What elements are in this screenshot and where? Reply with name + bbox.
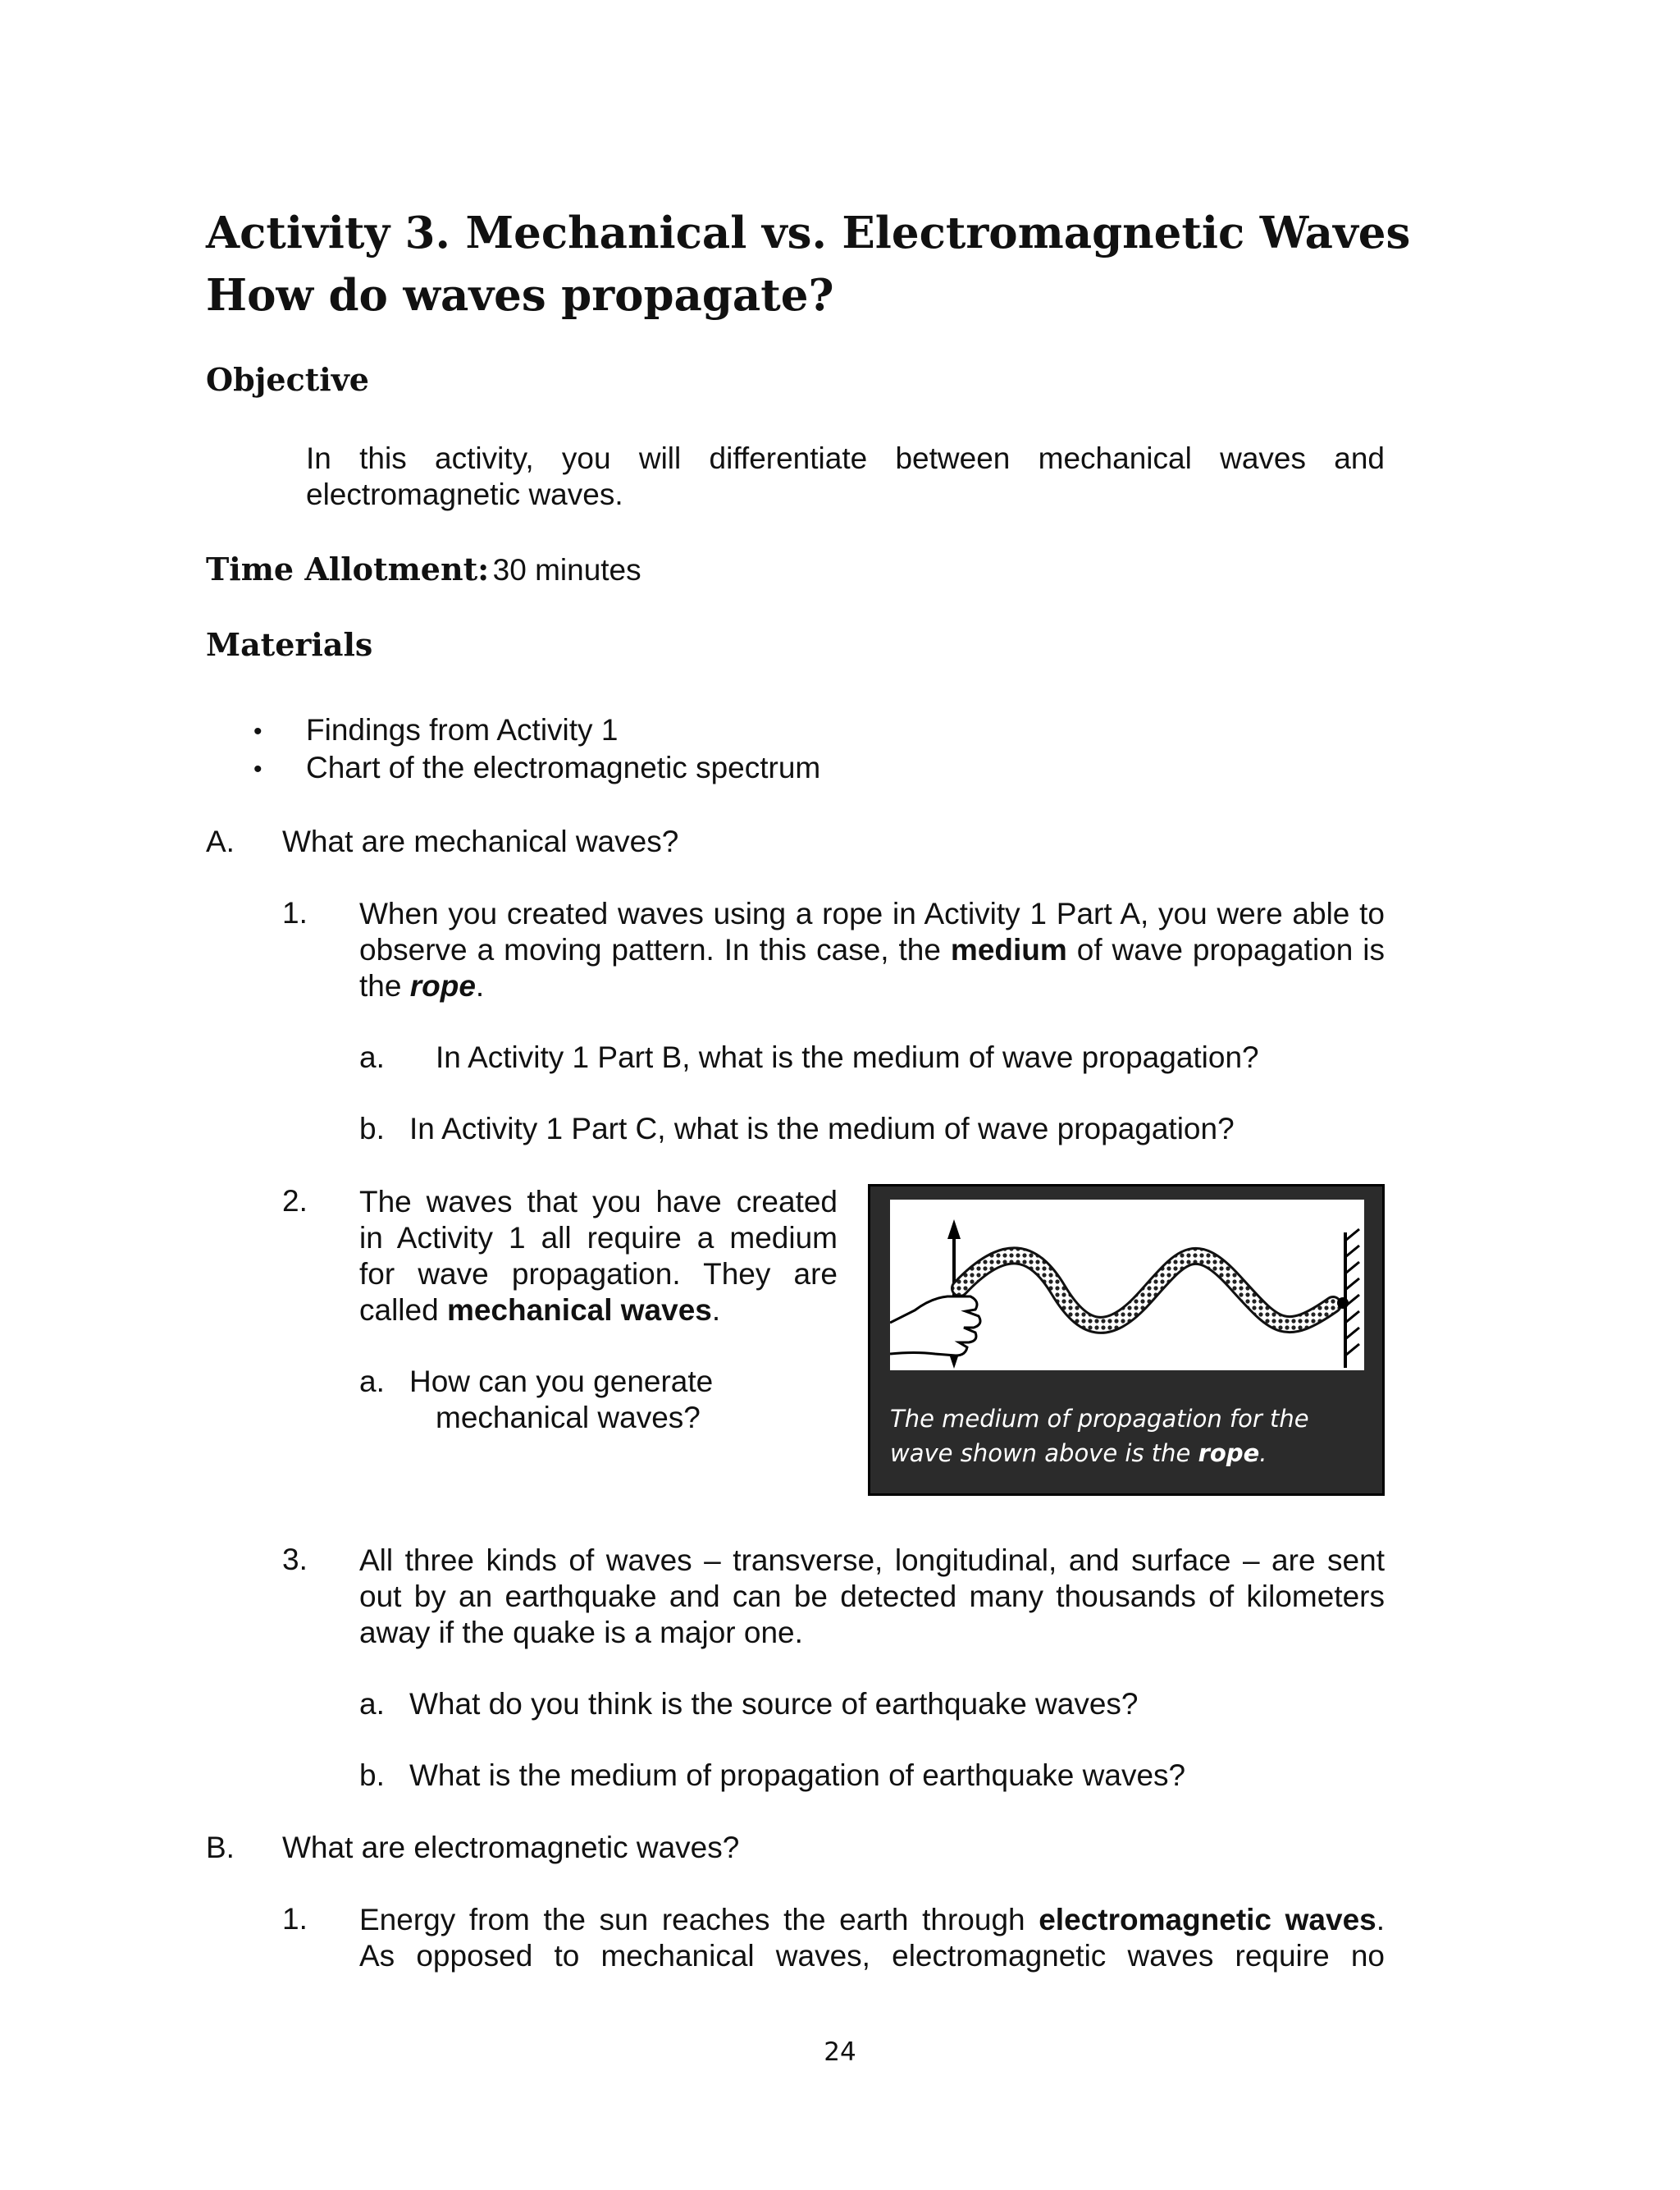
item-a1b-letter: b.: [359, 1112, 385, 1145]
item-a1-bold: medium: [950, 933, 1067, 967]
activity-title: [206, 202, 1410, 327]
page-number: 24: [824, 2037, 856, 2067]
objective-heading: Objective: [206, 361, 369, 398]
section-b-letter: B.: [206, 1831, 235, 1864]
item-a3b-question: What is the medium of propagation of earthquake waves?: [409, 1758, 1186, 1792]
time-value: 30 minutes: [492, 553, 641, 587]
item-a2-text-end: .: [711, 1293, 721, 1327]
material-item-1: Findings from Activity 1: [306, 713, 619, 747]
wall-icon: [1337, 1229, 1359, 1368]
item-a3-text: All three kinds of waves – transverse, longitudinal, and surface – are sent out by an earthquake and can be detected many thousands of kilometers away if the quake is a major one.: [359, 1543, 1385, 1649]
item-a3a-question: What do you think is the source of earthquake waves?: [409, 1687, 1139, 1721]
time-allotment: [206, 551, 641, 588]
bullet-icon: •: [253, 756, 262, 783]
item-a3b-letter: b.: [359, 1758, 385, 1792]
item-b1-line2: As opposed to mechanical waves, electromagnetic waves require no: [359, 1939, 1385, 1973]
section-b-title: What are electromagnetic waves?: [282, 1831, 740, 1864]
materials-heading: Materials: [206, 626, 373, 663]
item-a2-bold: mechanical waves: [446, 1293, 712, 1327]
title-line-1: Activity 3. Mechanical vs. Electromagnetic Waves: [206, 208, 1411, 258]
item-a2-number: 2.: [282, 1184, 308, 1218]
item-b1-text: [359, 1902, 1385, 1974]
bullet-icon: •: [253, 718, 262, 745]
item-b1-text-start: Energy from the sun reaches the earth through: [359, 1903, 1039, 1936]
item-a1b-question: In Activity 1 Part C, what is the medium of wave propagation?: [409, 1112, 1235, 1145]
item-b1-text-mid: .: [1376, 1903, 1386, 1936]
item-a1-text-mid: of wave propagation is the: [359, 933, 1386, 1003]
item-a1-text: [359, 896, 1385, 1004]
time-label: Time Allotment:: [206, 551, 490, 588]
item-b1-bold: electromagnetic waves: [1039, 1903, 1376, 1936]
item-b1-number: 1.: [282, 1902, 308, 1936]
objective-text: In this activity, you will differentiate between mechanical waves and electromagnetic waves.: [306, 441, 1385, 511]
material-item-2: Chart of the electromagnetic spectrum: [306, 751, 821, 784]
item-a1a-letter: a.: [359, 1040, 385, 1074]
item-a2-text: [359, 1184, 838, 1328]
item-a1-number: 1.: [282, 896, 308, 930]
item-a3-number: 3.: [282, 1543, 308, 1576]
item-a2-text-start: The waves that you have created in Activity 1 all require a medium for wave propagation. They are called: [359, 1185, 838, 1327]
caption-start: The medium of propagation for the wave shown above is the: [890, 1405, 1309, 1467]
figure-caption: [890, 1401, 1374, 1470]
title-line-2: How do waves propagate?: [206, 270, 834, 321]
section-a-title: What are mechanical waves?: [282, 825, 679, 858]
item-a1a-question: In Activity 1 Part B, what is the medium of wave propagation?: [436, 1040, 1259, 1074]
item-a1-text-end: .: [475, 969, 485, 1003]
rope-wave-illustration: [890, 1200, 1364, 1370]
item-a2a-letter: a.: [359, 1365, 385, 1398]
caption-bold: rope: [1198, 1439, 1260, 1467]
rope-wave-figure: [868, 1184, 1385, 1496]
caption-end: .: [1259, 1439, 1267, 1467]
item-a2a-line1: How can you generate: [409, 1365, 714, 1398]
item-a1-text-start: When you created waves using a rope in Activity 1 Part A, you were able to observe a moving pattern. In this case, the: [359, 897, 1385, 967]
figure-illustration: [890, 1200, 1364, 1370]
hand-icon: [890, 1296, 980, 1356]
section-a-letter: A.: [206, 825, 235, 858]
item-b1-line1: [359, 1902, 1385, 1938]
item-a1-bold-italic: rope: [409, 969, 476, 1003]
item-a2a-line2: mechanical waves?: [436, 1401, 701, 1434]
item-a3a-letter: a.: [359, 1687, 385, 1721]
